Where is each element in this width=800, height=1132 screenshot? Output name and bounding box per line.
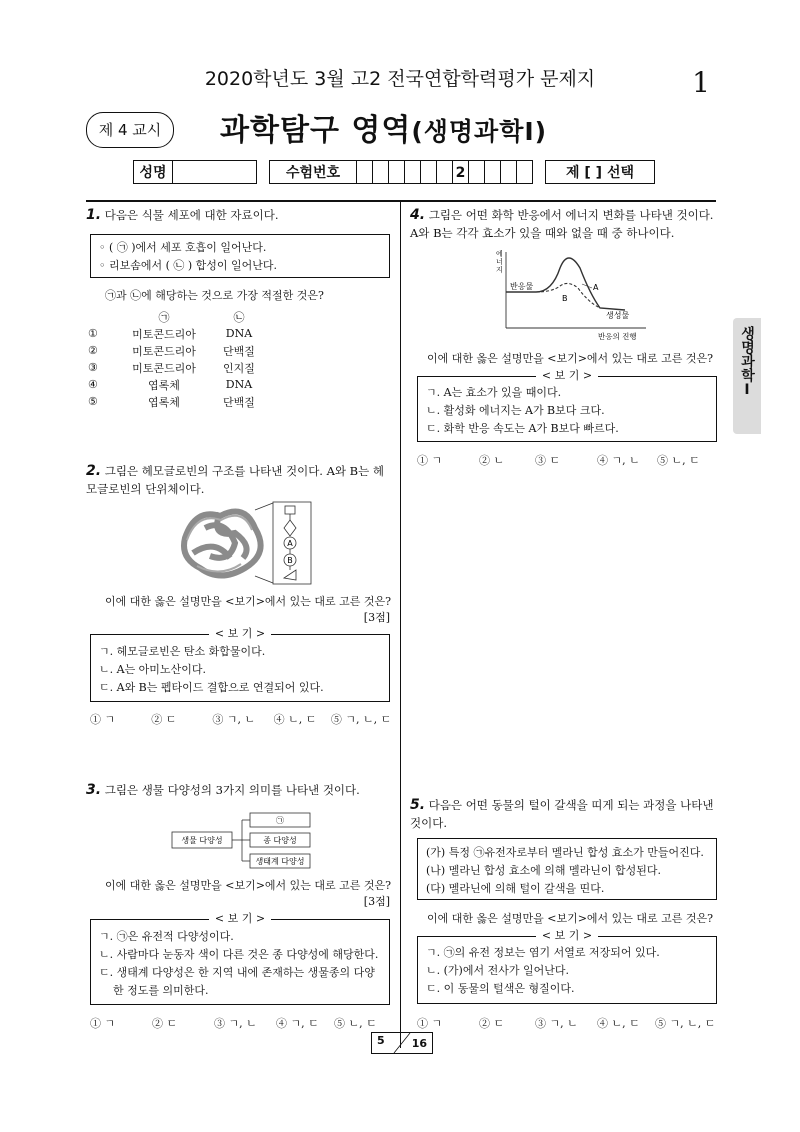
choice[interactable]: ② ㄷ	[479, 1017, 505, 1030]
question-5	[410, 796, 722, 832]
choice-b: 인지질	[223, 361, 255, 375]
bogi-item: ㄴ. (가)에서 전사가 일어난다.	[426, 964, 569, 977]
exam-no-box[interactable]	[437, 160, 453, 184]
data-line: (가) 특정 ㉠유전자로부터 멜라닌 합성 효소가 만들어진다.	[426, 846, 704, 859]
bogi-item: ㄴ. 사람마다 눈동자 색이 다른 것은 종 다양성에 해당한다.	[99, 948, 379, 961]
question-prompt: ㉠과 ㉡에 해당하는 것으로 가장 적절한 것은?	[105, 289, 324, 302]
data-box	[417, 838, 717, 900]
exam-title: 2020학년도 3월 고2 전국연합학력평가 문제지	[204, 68, 596, 90]
bogi-item: ㄴ. 활성화 에너지는 A가 B보다 크다.	[426, 404, 605, 417]
bogi-box	[90, 912, 390, 1005]
choice-num: ④	[88, 378, 98, 391]
hemoglobin-figure	[175, 498, 315, 586]
question-number: 3.	[86, 782, 102, 798]
choice[interactable]: ④ ㄱ, ㄴ	[597, 454, 640, 467]
energy-graph	[490, 246, 650, 344]
column-divider	[400, 200, 401, 1048]
choice[interactable]: ③ ㄷ	[535, 454, 561, 467]
question-stem: 다음은 어떤 동물의 털이 갈색을 띠게 되는 과정을 나타낸 것이다.	[410, 798, 714, 830]
answer-row[interactable]	[88, 376, 264, 393]
choice[interactable]: ⑤ ㄴ, ㄷ	[334, 1017, 377, 1030]
bogi-title: < 보 기 >	[209, 912, 271, 925]
subject-title	[220, 105, 547, 149]
bogi-title: < 보 기 >	[536, 929, 598, 942]
choice[interactable]: ② ㄷ	[152, 1017, 178, 1030]
bogi-item: ㄱ. 헤모글로빈은 탄소 화합물이다.	[99, 645, 266, 658]
period-badge: 제 4 교시	[86, 112, 174, 148]
question-number: 1.	[86, 207, 102, 223]
y-axis-label: 에 너 지	[496, 250, 503, 274]
choice[interactable]: ③ ㄱ, ㄴ	[212, 713, 256, 726]
exam-no-box[interactable]	[389, 160, 405, 184]
answer-choices	[417, 452, 722, 468]
exam-no-box[interactable]	[469, 160, 485, 184]
col-header: ㉡	[233, 310, 245, 324]
bogi-item: ㄷ. 생태계 다양성은 한 지역 내에 존재하는 생물종의 다양한 정도를 의미한다.	[99, 966, 375, 997]
page-counter	[371, 1032, 433, 1054]
question-stem: 다음은 식물 세포에 대한 자료이다.	[104, 208, 279, 222]
bogi-item: ㄷ. 화학 반응 속도는 A가 B보다 빠르다.	[426, 422, 619, 435]
choice-a: 미토콘드리아	[132, 327, 196, 341]
question-prompt: 이에 대한 옳은 설명만을 <보기>에서 있는 대로 고른 것은?	[105, 595, 392, 608]
question-number: 4.	[410, 207, 426, 223]
question-number: 5.	[410, 797, 426, 813]
bogi-box	[90, 627, 390, 702]
data-box	[90, 234, 390, 278]
bogi-item: ㄱ. ㉠의 유전 정보는 염기 서열로 저장되어 있다.	[426, 946, 660, 959]
answer-row[interactable]	[88, 342, 264, 359]
choice[interactable]: ③ ㄱ, ㄴ	[214, 1017, 257, 1030]
label-b: B	[287, 556, 293, 565]
subject-main: 과학탐구 영역	[220, 113, 412, 148]
exam-no-box[interactable]	[517, 160, 533, 184]
bogi-box	[417, 929, 717, 1004]
diagram-branch: 종 다양성	[263, 836, 297, 845]
subject-sub: (생명과학Ⅰ)	[411, 117, 548, 146]
question-stem: 그림은 어떤 화학 반응에서 에너지 변화를 나타낸 것이다. A와 B는 각각 효소가 있을 때와 없을 때 중 하나이다.	[410, 208, 714, 240]
choice[interactable]: ④ ㄴ, ㄷ	[273, 713, 317, 726]
question-stem: 그림은 헤모글로빈의 구조를 나타낸 것이다. A와 B는 헤모글로빈의 단위체이다.	[86, 464, 385, 496]
exam-no-label: 수험번호	[269, 160, 357, 184]
answer-choices	[417, 1015, 722, 1031]
choice[interactable]: ⑤ ㄱ, ㄴ, ㄷ	[330, 713, 392, 726]
choice-b: DNA	[225, 327, 253, 340]
diagram-branch: 생태계 다양성	[255, 857, 305, 866]
answer-choices	[90, 711, 395, 727]
choice[interactable]: ④ ㄱ, ㄷ	[276, 1017, 319, 1030]
exam-no-digit: 2	[453, 160, 469, 184]
choice-label: 제 [ ] 선택	[545, 160, 655, 184]
choice-b: 단백질	[223, 395, 255, 409]
diagram-branch: ㉠	[276, 816, 284, 825]
page-number: 1	[692, 66, 710, 99]
bogi-item: ㄱ. ㉠은 유전적 다양성이다.	[99, 930, 234, 943]
choice-num: ①	[88, 327, 98, 340]
answer-row[interactable]	[88, 325, 264, 342]
choice[interactable]: ① ㄱ	[417, 454, 443, 467]
subject-side-tab	[733, 318, 761, 434]
exam-no-box[interactable]	[357, 160, 373, 184]
answer-row[interactable]	[88, 359, 264, 376]
biodiversity-diagram	[170, 810, 320, 872]
choice[interactable]: ⑤ ㄱ, ㄴ, ㄷ	[655, 1017, 716, 1030]
total-pages: 16	[411, 1037, 427, 1050]
question-prompt: 이에 대한 옳은 설명만을 <보기>에서 있는 대로 고른 것은?	[427, 912, 714, 925]
curve-b-label: B	[562, 294, 568, 303]
curve-a-label: A	[593, 283, 599, 292]
question-stem: 그림은 생물 다양성의 3가지 의미를 나타낸 것이다.	[104, 783, 360, 797]
exam-no-box[interactable]	[373, 160, 389, 184]
reactant-label: 반응물	[510, 282, 534, 291]
data-line: ◦ 리보솜에서 ( ㉡ ) 합성이 일어난다.	[99, 259, 278, 272]
side-tab-label: 생명과학Ⅰ	[739, 326, 755, 398]
bogi-title: < 보 기 >	[536, 369, 598, 382]
choice-num: ⑤	[88, 395, 98, 408]
current-page: 5	[377, 1034, 385, 1047]
question-3	[86, 781, 391, 799]
bogi-title: < 보 기 >	[209, 627, 271, 640]
choice[interactable]: ③ ㄱ, ㄴ	[535, 1017, 578, 1030]
data-line: (다) 멜라닌에 의해 털이 갈색을 띤다.	[426, 882, 605, 895]
answer-table	[88, 308, 264, 410]
data-line: ◦ ( ㉠ )에서 세포 호흡이 일어난다.	[99, 241, 267, 254]
answer-choices	[90, 1015, 395, 1031]
choice[interactable]: ① ㄱ	[417, 1017, 443, 1030]
question-number: 2.	[86, 463, 102, 479]
bogi-item: ㄷ. A와 B는 펩타이드 결합으로 연결되어 있다.	[99, 681, 324, 694]
col-header: ㉠	[158, 310, 170, 324]
bogi-item: ㄷ. 이 동물의 털색은 형질이다.	[426, 982, 575, 995]
bogi-item: ㄴ. A는 아미노산이다.	[99, 663, 206, 676]
label-a: A	[287, 539, 293, 548]
answer-row[interactable]	[88, 393, 264, 410]
question-prompt: 이에 대한 옳은 설명만을 <보기>에서 있는 대로 고른 것은?	[105, 879, 392, 892]
exam-no-box[interactable]	[421, 160, 437, 184]
data-line: (나) 멜라닌 합성 효소에 의해 멜라닌이 합성된다.	[426, 864, 661, 877]
choice[interactable]: ④ ㄴ, ㄷ	[597, 1017, 640, 1030]
exam-no-box[interactable]	[485, 160, 501, 184]
question-prompt: 이에 대한 옳은 설명만을 <보기>에서 있는 대로 고른 것은?	[427, 352, 714, 365]
choice-b: DNA	[225, 378, 253, 391]
question-2	[86, 462, 391, 498]
choice-a: 미토콘드리아	[132, 361, 196, 375]
choice[interactable]: ① ㄱ	[90, 713, 116, 726]
choice-a: 엽록체	[148, 378, 180, 392]
bogi-item: ㄱ. A는 효소가 있을 때이다.	[426, 386, 562, 399]
question-1	[86, 206, 391, 224]
choice[interactable]: ① ㄱ	[90, 1017, 116, 1030]
choice[interactable]: ② ㄷ	[151, 713, 177, 726]
choice[interactable]: ② ㄴ	[479, 454, 505, 467]
choice-b: 단백질	[223, 344, 255, 358]
name-label: 성명	[133, 160, 173, 184]
exam-no-box[interactable]	[501, 160, 517, 184]
question-4	[410, 206, 720, 242]
product-label: 생성물	[606, 311, 630, 320]
diagram-root: 생물 다양성	[181, 836, 223, 845]
x-axis-label: 반응의 진행	[598, 332, 637, 341]
exam-no-box[interactable]	[405, 160, 421, 184]
id-row	[133, 160, 655, 186]
bogi-box	[417, 369, 717, 442]
points: [3점]	[363, 611, 390, 624]
points: [3점]	[363, 895, 390, 908]
choice-num: ③	[88, 361, 98, 374]
name-field[interactable]	[173, 160, 257, 184]
choice[interactable]: ⑤ ㄴ, ㄷ	[657, 454, 700, 467]
choice-a: 미토콘드리아	[132, 344, 196, 358]
choice-num: ②	[88, 344, 98, 357]
choice-a: 엽록체	[148, 395, 180, 409]
header-rule	[86, 200, 716, 202]
